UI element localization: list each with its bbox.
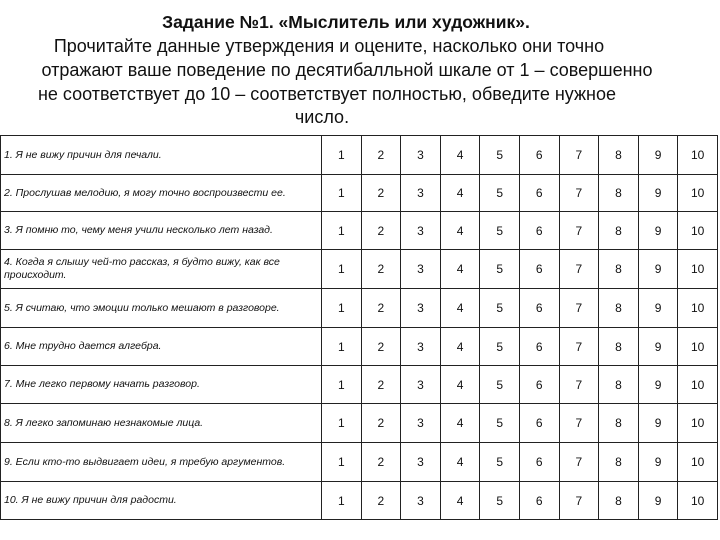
- rating-option[interactable]: 10: [678, 250, 718, 289]
- rating-option[interactable]: 10: [678, 482, 718, 520]
- instruction-line-1: Прочитайте данные утверждения и оцените, насколько они точно: [53, 36, 605, 56]
- rating-option[interactable]: 7: [559, 289, 599, 328]
- rating-option[interactable]: 4: [440, 212, 480, 250]
- rating-option[interactable]: 2: [361, 175, 401, 212]
- rating-option[interactable]: 4: [440, 289, 480, 328]
- statement-row: [1, 404, 718, 443]
- rating-option[interactable]: 7: [559, 366, 599, 404]
- rating-option[interactable]: 9: [638, 250, 678, 289]
- rating-option[interactable]: 3: [401, 136, 441, 175]
- rating-option[interactable]: 10: [678, 443, 718, 482]
- rating-option[interactable]: 5: [480, 289, 520, 328]
- rating-option[interactable]: 2: [361, 328, 401, 366]
- rating-option[interactable]: 9: [638, 175, 678, 212]
- instruction-line-2: отражают ваше поведение по десятибалльной шкале от 1 – совершенно: [41, 60, 653, 80]
- rating-option[interactable]: 5: [480, 328, 520, 366]
- rating-option[interactable]: 3: [401, 250, 441, 289]
- rating-option[interactable]: 4: [440, 136, 480, 175]
- rating-option[interactable]: 1: [322, 175, 362, 212]
- rating-option[interactable]: 8: [599, 250, 639, 289]
- rating-option[interactable]: 1: [322, 443, 362, 482]
- rating-option[interactable]: 8: [599, 175, 639, 212]
- rating-option[interactable]: 6: [519, 443, 559, 482]
- rating-option[interactable]: 3: [401, 404, 441, 443]
- statement-row: [1, 289, 718, 328]
- rating-option[interactable]: 2: [361, 366, 401, 404]
- rating-option[interactable]: 1: [322, 328, 362, 366]
- rating-option[interactable]: 4: [440, 366, 480, 404]
- rating-option[interactable]: 2: [361, 136, 401, 175]
- rating-option[interactable]: 7: [559, 482, 599, 520]
- statement-text: 5. Я считаю, что эмоции только мешают в разговоре.: [1, 289, 322, 328]
- rating-option[interactable]: 7: [559, 212, 599, 250]
- rating-option[interactable]: 9: [638, 136, 678, 175]
- statement-text: 3. Я помню то, чему меня учили несколько лет назад.: [1, 212, 322, 250]
- statement-text: 7. Мне легко первому начать разговор.: [1, 366, 322, 404]
- rating-option[interactable]: 7: [559, 443, 599, 482]
- statement-row: [1, 443, 718, 482]
- rating-option[interactable]: 10: [678, 328, 718, 366]
- rating-option[interactable]: 4: [440, 250, 480, 289]
- rating-option[interactable]: 1: [322, 366, 362, 404]
- statement-row: [1, 366, 718, 404]
- statement-text: 2. Прослушав мелодию, я могу точно воспроизвести ее.: [1, 175, 322, 212]
- rating-option[interactable]: 5: [480, 136, 520, 175]
- rating-option[interactable]: 7: [559, 136, 599, 175]
- rating-option[interactable]: 8: [599, 212, 639, 250]
- rating-option[interactable]: 2: [361, 212, 401, 250]
- rating-option[interactable]: 6: [519, 404, 559, 443]
- rating-option[interactable]: 2: [361, 250, 401, 289]
- rating-option[interactable]: 7: [559, 175, 599, 212]
- rating-option[interactable]: 3: [401, 328, 441, 366]
- rating-option[interactable]: 8: [599, 289, 639, 328]
- rating-option[interactable]: 4: [440, 328, 480, 366]
- rating-option[interactable]: 7: [559, 328, 599, 366]
- rating-option[interactable]: 5: [480, 250, 520, 289]
- rating-option[interactable]: 5: [480, 404, 520, 443]
- statement-row: [1, 212, 718, 250]
- rating-option[interactable]: 1: [322, 136, 362, 175]
- rating-option[interactable]: 6: [519, 482, 559, 520]
- rating-option[interactable]: 9: [638, 212, 678, 250]
- rating-option[interactable]: 6: [519, 328, 559, 366]
- rating-option[interactable]: 10: [678, 404, 718, 443]
- instruction-line-4: число.: [294, 107, 350, 127]
- rating-option[interactable]: 3: [401, 482, 441, 520]
- rating-option[interactable]: 10: [678, 366, 718, 404]
- rating-option[interactable]: 4: [440, 443, 480, 482]
- rating-option[interactable]: 9: [638, 404, 678, 443]
- rating-option[interactable]: 6: [519, 175, 559, 212]
- statement-text: 8. Я легко запоминаю незнакомые лица.: [1, 404, 322, 443]
- rating-option[interactable]: 3: [401, 366, 441, 404]
- rating-option[interactable]: 4: [440, 482, 480, 520]
- rating-option[interactable]: 2: [361, 482, 401, 520]
- rating-option[interactable]: 8: [599, 443, 639, 482]
- rating-option[interactable]: 10: [678, 212, 718, 250]
- statement-row: [1, 482, 718, 520]
- rating-option[interactable]: 1: [322, 404, 362, 443]
- rating-option[interactable]: 6: [519, 250, 559, 289]
- rating-option[interactable]: 7: [559, 250, 599, 289]
- task-title: Задание №1. «Мыслитель или художник».: [162, 12, 530, 32]
- rating-option[interactable]: 1: [322, 482, 362, 520]
- rating-option[interactable]: 4: [440, 175, 480, 212]
- statement-text: 4. Когда я слышу чей-то рассказ, я будто вижу, как все происходит.: [1, 250, 322, 289]
- rating-option[interactable]: 6: [519, 366, 559, 404]
- rating-option[interactable]: 1: [322, 289, 362, 328]
- rating-option[interactable]: 10: [678, 289, 718, 328]
- rating-option[interactable]: 6: [519, 289, 559, 328]
- rating-option[interactable]: 3: [401, 443, 441, 482]
- rating-option[interactable]: 3: [401, 289, 441, 328]
- rating-option[interactable]: 4: [440, 404, 480, 443]
- rating-option[interactable]: 10: [678, 175, 718, 212]
- statement-row: [1, 175, 718, 212]
- statement-text: 9. Если кто-то выдвигает идеи, я требую аргументов.: [1, 443, 322, 482]
- rating-option[interactable]: 3: [401, 212, 441, 250]
- rating-option[interactable]: 5: [480, 175, 520, 212]
- rating-option[interactable]: 8: [599, 482, 639, 520]
- rating-option[interactable]: 9: [638, 289, 678, 328]
- rating-option[interactable]: 5: [480, 212, 520, 250]
- rating-option[interactable]: 5: [480, 482, 520, 520]
- statement-row: [1, 136, 718, 175]
- rating-option[interactable]: 2: [361, 289, 401, 328]
- rating-option[interactable]: 8: [599, 404, 639, 443]
- rating-option[interactable]: 6: [519, 212, 559, 250]
- rating-option[interactable]: 5: [480, 443, 520, 482]
- rating-option[interactable]: 9: [638, 443, 678, 482]
- statement-row: [1, 328, 718, 366]
- rating-option[interactable]: 10: [678, 136, 718, 175]
- rating-option[interactable]: 6: [519, 136, 559, 175]
- rating-option[interactable]: 5: [480, 366, 520, 404]
- statement-text: 6. Мне трудно дается алгебра.: [1, 328, 322, 366]
- rating-option[interactable]: 7: [559, 404, 599, 443]
- rating-option[interactable]: 8: [599, 136, 639, 175]
- statement-text: 1. Я не вижу причин для печали.: [1, 136, 322, 175]
- rating-option[interactable]: 9: [638, 482, 678, 520]
- rating-option[interactable]: 2: [361, 404, 401, 443]
- rating-option[interactable]: 1: [322, 212, 362, 250]
- rating-option[interactable]: 2: [361, 443, 401, 482]
- rating-option[interactable]: 9: [638, 328, 678, 366]
- rating-option[interactable]: 9: [638, 366, 678, 404]
- rating-option[interactable]: 8: [599, 328, 639, 366]
- rating-option[interactable]: 8: [599, 366, 639, 404]
- statement-text: 10. Я не вижу причин для радости.: [1, 482, 322, 520]
- rating-table: [0, 135, 718, 520]
- statement-row: [1, 250, 718, 289]
- rating-option[interactable]: 3: [401, 175, 441, 212]
- instruction-line-3: не соответствует до 10 – соответствует полностью, обведите нужное: [37, 84, 616, 104]
- rating-option[interactable]: 1: [322, 250, 362, 289]
